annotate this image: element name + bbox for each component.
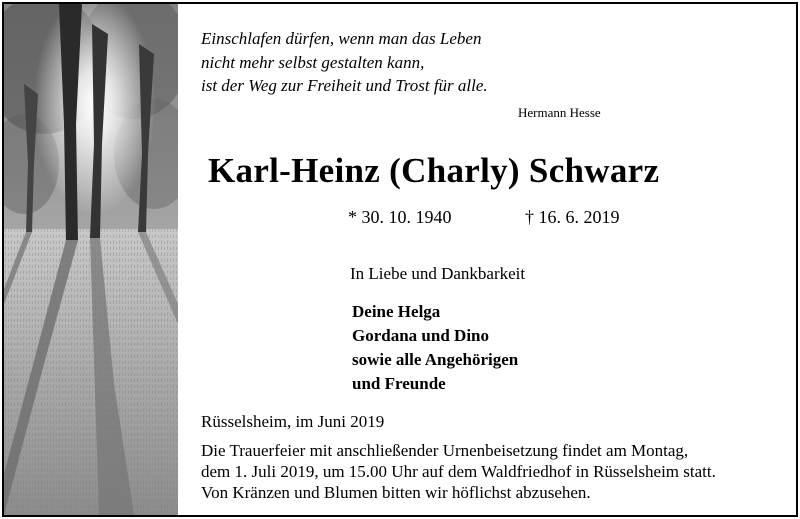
death-date: † 16. 6. 2019	[525, 207, 620, 227]
poem-line: Einschlafen dürfen, wenn man das Leben	[201, 29, 482, 48]
mourner-line: sowie alle Angehörigen	[352, 350, 519, 369]
poem-quote	[201, 27, 621, 98]
mourner-line: und Freunde	[352, 374, 446, 393]
funeral-note-line: Die Trauerfeier mit anschließender Urnenbeisetzung findet am Montag,	[201, 441, 689, 460]
poem-line: ist der Weg zur Freiheit und Trost für alle.	[201, 76, 488, 95]
funeral-note-line: dem 1. Juli 2019, um 15.00 Uhr auf dem Waldfriedhof in Rüsselsheim statt.	[201, 462, 716, 481]
deceased-name: Karl-Heinz (Charly) Schwarz	[208, 151, 660, 190]
place-date: Rüsselsheim, im Juni 2019	[201, 412, 385, 431]
tree-photo-icon	[4, 4, 178, 515]
poem-author: Hermann Hesse	[518, 105, 601, 120]
obituary-notice	[2, 2, 798, 517]
sunlit-trees-photo	[4, 4, 178, 515]
dedication: In Liebe und Dankbarkeit	[350, 264, 526, 283]
poem-line: nicht mehr selbst gestalten kann,	[201, 52, 425, 72]
mourner-line: Deine Helga	[352, 302, 441, 321]
funeral-note	[201, 440, 793, 503]
mourner-line: Gordana und Dino	[352, 326, 489, 345]
birth-date: * 30. 10. 1940	[348, 207, 452, 227]
funeral-note-line: Von Kränzen und Blumen bitten wir höflichst abzusehen.	[201, 483, 591, 502]
mourners-list	[352, 300, 518, 396]
